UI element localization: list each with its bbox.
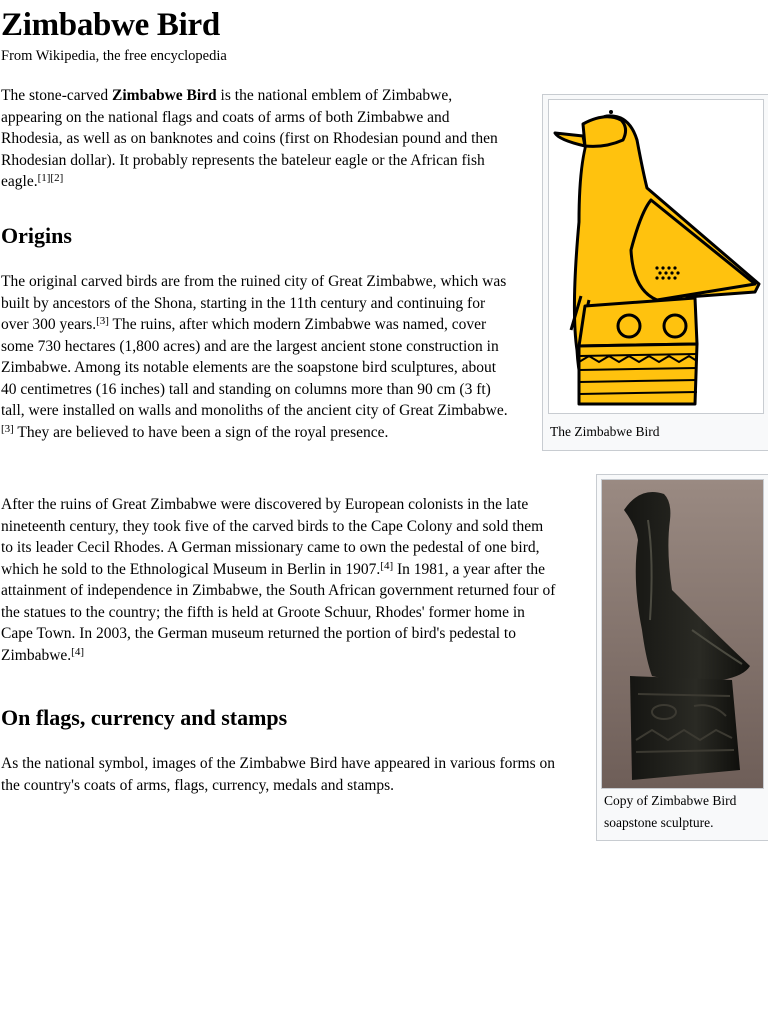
sculpture-image-frame[interactable]	[601, 479, 764, 789]
emblem-image-frame[interactable]	[548, 99, 764, 414]
intro-paragraph	[1, 85, 506, 193]
origins-p1-text-3: They are believed to have been a sign of the royal presence.	[13, 423, 389, 441]
zimbabwe-bird-emblem-icon	[549, 100, 763, 413]
section-heading-flags: On flags, currency and stamps	[1, 705, 288, 730]
origins-p2-text-2: In 1981, a year after the attainment of independence in Zimbabwe, the South African government returned four of the statues to the country; the fifth is held at Groote Schuur, Rhodes' former home in Cape Town. In 2003, the German museum returned the portion of bird's pedestal to Zimbabwe.	[1, 560, 556, 664]
intro-text-1: The stone-carved	[1, 87, 113, 104]
emblem-caption: The Zimbabwe Bird	[550, 424, 660, 439]
intro-text-2: is the national emblem of Zimbabwe, appearing on the national flags and coats of arms of both Zimbabwe and Rhodesia, as well as on banknotes and coins (first on Rhodesian pound and then Rhodesian dollar). It probably represents the bateleur eagle or the African fish eagle.	[1, 87, 498, 190]
origins-p1-text-2: The ruins, after which modern Zimbabwe was named, cover some 730 hectares (1,800 acres) and are the largest ancient stone construction in Zimbabwe. Among its notable elements are the soapstone bird sculptures, about 40 centimetres (16 inches) tall and standing on columns more than 90 cm (3 ft) tall, were installed on walls and monoliths of the ancient city of Great Zimbabwe.	[1, 316, 508, 419]
origins-p1-text-1: The original carved birds are from the ruined city of Great Zimbabwe, which was built by ancestors of the Shona, starting in the 11th century and continuing for over 300 years.	[1, 273, 507, 333]
flags-text: As the national symbol, images of the Zimbabwe Bird have appeared in various forms on the country's coats of arms, flags, currency, medals and stamps.	[1, 755, 555, 794]
citation-link[interactable]: [4]	[380, 559, 394, 572]
origins-paragraph-1	[1, 271, 513, 443]
page-subtitle: From Wikipedia, the free encyclopedia	[1, 48, 227, 64]
sculpture-caption: Copy of Zimbabwe Bird soapstone sculpture.	[604, 793, 737, 830]
origins-paragraph-2	[1, 494, 558, 666]
citation-link[interactable]: [4]	[71, 645, 84, 658]
soapstone-sculpture-icon	[602, 480, 763, 788]
page-title: Zimbabwe Bird	[1, 7, 220, 43]
citation-link[interactable]: [2]	[50, 172, 64, 184]
flags-paragraph	[1, 753, 558, 796]
figure-soapstone-sculpture	[596, 474, 768, 841]
citation-link[interactable]: [3]	[1, 422, 14, 435]
intro-bold-term: Zimbabwe Bird	[112, 87, 217, 104]
figure-zimbabwe-bird-emblem	[542, 94, 768, 451]
citation-link[interactable]: [1]	[37, 172, 51, 184]
section-heading-origins: Origins	[1, 223, 72, 248]
citation-link[interactable]: [3]	[96, 315, 109, 327]
origins-p2-text-1: After the ruins of Great Zimbabwe were discovered by European colonists in the late nineteenth century, they took five of the carved birds to the Cape Colony and sold them to its leader Cecil Rhodes. A German missionary came to own the pedestal of one bird, which he sold to the Ethnological Museum in Berlin in 1907.	[1, 496, 544, 578]
